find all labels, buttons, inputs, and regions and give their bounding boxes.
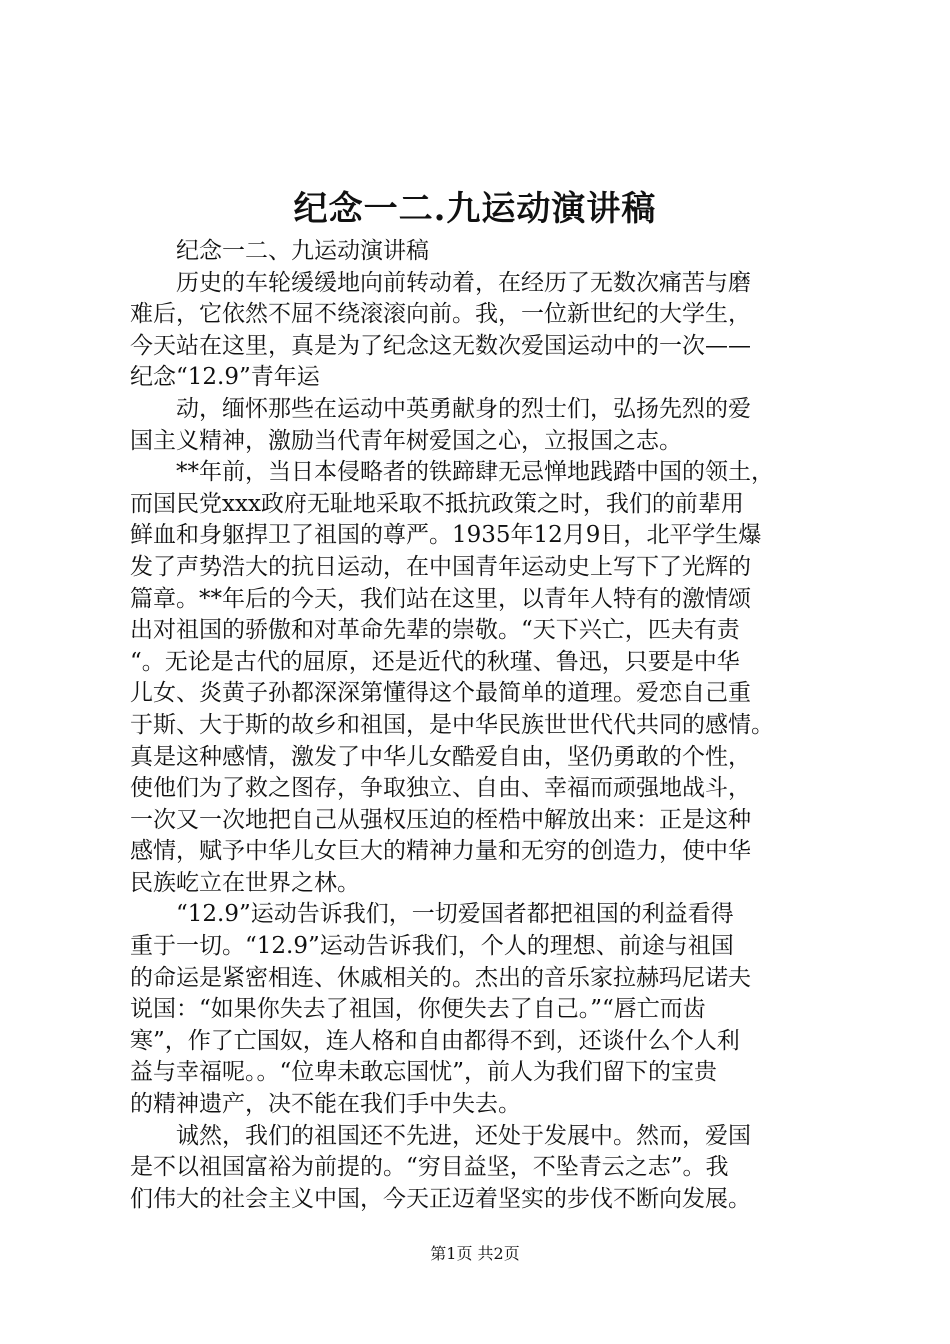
text-line: 寒”，作了亡国奴，连人格和自由都得不到，还谈什么个人利 <box>130 1027 740 1054</box>
text-line: 民族屹立在世界之林。 <box>130 869 360 896</box>
text-line: 历史的车轮缓缓地向前转动着，在经历了无数次痛苦与磨 <box>176 269 751 296</box>
text-line: 重于一切。“12.9”运动告诉我们，个人的理想、前途与祖国 <box>130 933 734 960</box>
text-line: 使他们为了救之图存，争取独立、自由、幸福而顽强地战斗， <box>130 775 751 802</box>
document-body <box>130 236 830 1215</box>
text-line: 诚然，我们的祖国还不先进，还处于发展中。然而，爱国 <box>176 1122 751 1149</box>
text-line: 真是这种感情，激发了中华儿女酷爱自由，坚仍勇敢的个性， <box>130 743 751 770</box>
text-line: 动，缅怀那些在运动中英勇献身的烈士们，弘扬先烈的爱 <box>176 395 751 422</box>
text-line: 国主义精神，激励当代青年树爱国之心，立报国之志。 <box>130 427 682 454</box>
text-line: 儿女、炎黄子孙都深深第懂得这个最简单的道理。爱恋自己重 <box>130 680 751 707</box>
text-line: 纪念一二、九运动演讲稿 <box>176 238 429 264</box>
text-line: 纪念“12.9”青年运 <box>130 364 320 391</box>
text-line: 一次又一次地把自己从强权压迫的桎梏中解放出来：正是这种 <box>130 806 751 833</box>
page-footer: 第1页 共2页 <box>430 1244 520 1263</box>
text-line: 鲜血和身躯捍卫了祖国的尊严。1935年12月9日，北平学生爆 <box>130 522 762 549</box>
text-line: 的命运是紧密相连、休戚相关的。杰出的音乐家拉赫玛尼诺夫 <box>130 964 751 991</box>
text-line: 的精神遗产，决不能在我们手中失去。 <box>130 1091 521 1118</box>
text-line: 感情，赋予中华儿女巨大的精神力量和无穷的创造力，使中华 <box>130 838 751 865</box>
text-line: 难后，它依然不屈不绕滚滚向前。我，一位新世纪的大学生， <box>130 301 751 328</box>
document-title: 纪念一二.九运动演讲稿 <box>293 189 657 229</box>
text-line: 篇章。**年后的今天，我们站在这里，以青年人特有的激情颂 <box>130 585 751 612</box>
text-line: 出对祖国的骄傲和对革命先辈的崇敬。“天下兴亡，匹夫有责 <box>130 617 740 644</box>
text-line: 于斯、大于斯的故乡和祖国，是中华民族世世代代共同的感情。 <box>130 711 774 738</box>
text-line: 们伟大的社会主义中国，今天正迈着坚实的步伐不断向发展。 <box>130 1185 751 1212</box>
text-line: 发了声势浩大的抗日运动，在中国青年运动史上写下了光辉的 <box>130 553 751 580</box>
text-line: “12.9”运动告诉我们，一切爱国者都把祖国的利益看得 <box>176 901 734 928</box>
text-line: 而国民党xxx政府无耻地采取不抵抗政策之时，我们的前辈用 <box>130 490 744 517</box>
text-line: 是不以祖国富裕为前提的。“穷目益坚，不坠青云之志”。我 <box>130 1154 729 1181</box>
text-line: 今天站在这里，真是为了纪念这无数次爱国运动中的一次—— <box>130 332 751 359</box>
text-line: **年前，当日本侵略者的铁蹄肆无忌惮地践踏中国的领土， <box>176 459 774 486</box>
text-line: 说国：“如果你失去了祖国，你便失去了自己。”“唇亡而齿 <box>130 996 706 1023</box>
text-line: 益与幸福呢。。“位卑未敢忘国忧”，前人为我们留下的宝贵 <box>130 1059 718 1086</box>
text-line: “。无论是古代的屈原，还是近代的秋瑾、鲁迅，只要是中华 <box>130 648 740 675</box>
